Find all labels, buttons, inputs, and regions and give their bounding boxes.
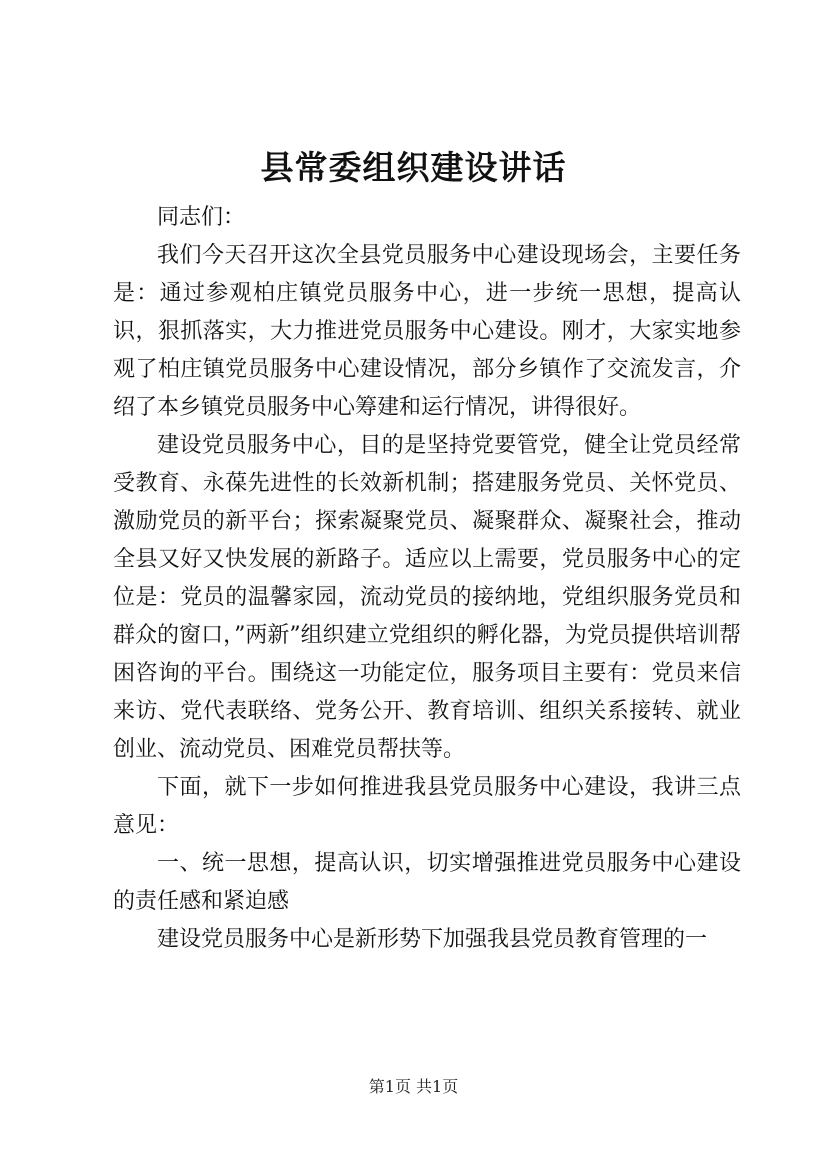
page-footer: 第1页 共1页 — [368, 1077, 459, 1096]
paragraph: 建设党员服务中心是新形势下加强我县党员教育管理的一 — [157, 927, 708, 952]
paragraph: 下面，就下一步如何推进我县党员服务中心建设，我讲三点意见： — [113, 775, 741, 838]
paragraph: 建设党员服务中心，目的是坚持党要管党，健全让党员经常受教育、永葆先进性的长效新机制；搭建服务党员、关怀党员、激励党员的新平台；探索凝聚党员、凝聚群众、凝聚社会，推动全县又好又快发展的新路子。适应以上需要，党员服务中心的定位是：党员的温馨家园，流动党员的接纳地，党组织服务党员和群众的窗口，”两新”组织建立党组织的孵化器，为党员提供培训帮困咨询的平台。围绕这一功能定位，服务项目主要有：党员来信来访、党代表联络、党务公开、教育培训、组织关系接转、就业创业、流动党员、困难党员帮扶等。 — [113, 433, 741, 762]
paragraph: 我们今天召开这次全县党员服务中心建设现场会，主要任务是：通过参观柏庄镇党员服务中心，进一步统一思想，提高认识，狠抓落实，大力推进党员服务中心建设。刚才，大家实地参观了柏庄镇党员服务中心建设情况，部分乡镇作了交流发言，介绍了本乡镇党员服务中心筹建和运行情况，讲得很好。 — [113, 243, 741, 420]
section-heading: 一、统一思想，提高认识，切实增强推进党员服务中心建设的责任感和紧迫感 — [113, 851, 741, 914]
document-body — [113, 199, 741, 959]
salutation: 同志们： — [157, 205, 246, 230]
page-title: 县常委组织建设讲话 — [260, 148, 567, 187]
